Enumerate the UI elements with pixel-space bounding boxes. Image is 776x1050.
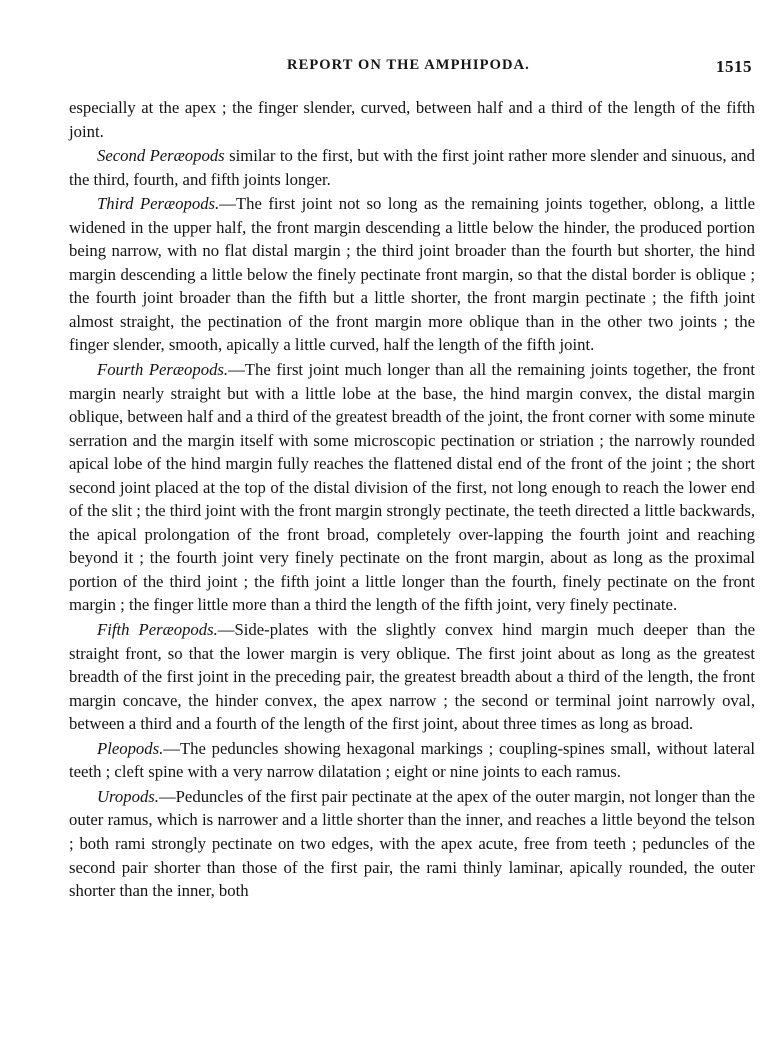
paragraph-fifth-peraeopods	[69, 618, 755, 736]
paragraph-text: —Side-plates with the slightly convex hind margin much deeper than the straight front, so that the lower margin is very oblique. The first joint about as long as the greatest breadth of the first joint in the preceding pair, the greatest breadth about a third of the length, the front margin concave, the hinder convex, the apex narrow ; the second or terminal joint narrowly oval, between a third and a fourth of the length of the first joint, about three times as long as broad.	[69, 620, 755, 734]
paragraph-fourth-peraeopods	[69, 358, 755, 617]
section-heading: Pleopods.	[97, 738, 164, 758]
paragraph-text: —The first joint not so long as the remaining joints together, oblong, a little widened in the upper half, the front margin descending a little below the hinder, the produced portion being narrow, with no flat distal margin ; the third joint broader than the fourth but shorter, the hind margin descending a little below the finely pectinate front margin, so that the distal border is oblique ; the fourth joint broader than the fifth but a little shorter, the front margin pectinate ; the fifth joint almost straight, the pectination of the front margin more oblique than in the other two joints ; the finger slender, smooth, apically a little curved, half the length of the fifth joint.	[69, 194, 755, 355]
paragraph-text: —The first joint much longer than all the remaining joints together, the front margin nearly straight but with a little lobe at the base, the hind margin convex, the distal margin oblique, between half and a third of the greatest breadth of the joint, the front corner with some minute serration and the margin itself with some microscopic pectination or striation ; the narrowly rounded apical lobe of the hind margin fully reaches the flattened distal end of the front of the joint ; the short second joint placed at the top of the distal division of the first, not long enough to reach the lower end of the slit ; the third joint with the front margin strongly pectinate, the teeth directed a little backwards, the apical prolongation of the front broad, completely over-lapping the fourth joint and reaching beyond it ; the fourth joint very finely pectinate on the front margin, about as long as the proximal portion of the third joint ; the fifth joint a little longer than the fourth, finely pectinate on the front margin ; the finger little more than a third the length of the fifth joint, very finely pectinate.	[69, 360, 756, 615]
section-heading: Second Peræopods	[97, 146, 225, 166]
paragraph-second-peraeopods	[69, 144, 755, 191]
paragraph-text: —The peduncles showing hexagonal markings ; coupling-spines small, without lateral teeth ; cleft spine with a very narrow dilatation ; eight or nine joints to each ramus.	[69, 738, 755, 782]
paragraph-third-peraeopods	[69, 192, 755, 357]
running-head: REPORT ON THE AMPHIPODA.	[287, 57, 530, 73]
paragraph-continuation	[69, 96, 755, 143]
page-number: 1515	[716, 57, 752, 76]
paragraph-text: —Peduncles of the first pair pectinate at the apex of the outer margin, not longer than the outer ramus, which is narrower and a little shorter than the inner, and reaches a little beyond the telson ; both rami strongly pectinate on two edges, with the apex acute, free from teeth ; peduncles of the second pair shorter than those of the first pair, the rami thinly laminar, apically rounded, the outer shorter than the inner, both	[69, 786, 755, 901]
section-heading: Fourth Peræopods.	[97, 360, 229, 380]
section-heading: Third Peræopods.	[97, 194, 220, 214]
paragraph-text: similar to the first, but with the first joint rather more slender and sinuous, and the third, fourth, and fifth joints longer.	[69, 146, 755, 189]
section-heading: Fifth Peræopods.	[97, 620, 218, 640]
paragraph-text: especially at the apex ; the finger slender, curved, between half and a third of the length of the fifth joint.	[69, 98, 755, 141]
body-text	[69, 96, 755, 903]
paragraph-uropods	[69, 785, 755, 903]
paragraph-pleopods	[69, 737, 755, 784]
section-heading: Uropods.	[97, 786, 159, 806]
